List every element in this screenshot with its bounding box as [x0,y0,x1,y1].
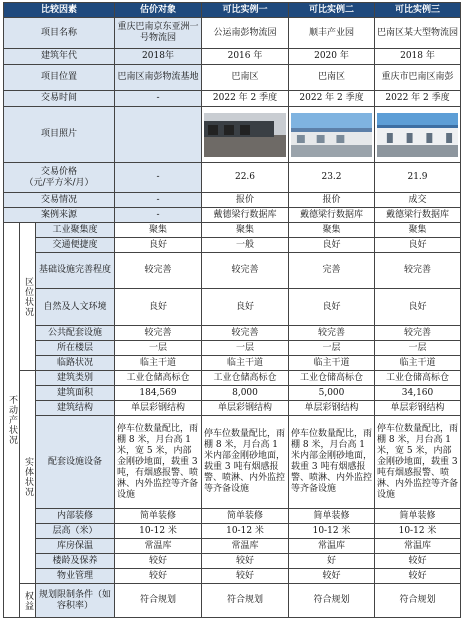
cell: 10-12 米 [202,524,289,539]
cell: 一层 [202,341,289,356]
cell: 一层 [289,341,375,356]
cell: 较完善 [115,253,202,289]
cell: 一般 [202,238,289,253]
cell: 符合规划 [375,584,461,618]
cell: 23.2 [289,163,375,193]
cell: 符合规划 [202,584,289,618]
cell: 停车位数量配比，雨棚 8 米，月台高 1 米，宽 5 米，内部金刚砂地面，载重 3 吨，有烟感报警、喷淋、内外监控等齐备设施 [115,416,202,509]
side-label-property: 不动产状况 [4,223,20,618]
row-label: 项目名称 [4,18,115,49]
cell: 较好 [202,569,289,584]
row-label: 库房保温 [36,539,115,554]
table-row [4,386,461,401]
cell: 单层彩钢结构 [115,401,202,416]
cell: 较完善 [202,326,289,341]
cell: 重庆巴南京东亚洲一号物流园 [115,18,202,49]
table-row [4,208,461,223]
cell: 22.6 [202,163,289,193]
header-row [4,3,461,18]
table-row [4,238,461,253]
row-label: 所在楼层 [36,341,115,356]
row-label: 基础设施完善程度 [36,253,115,289]
cell: 常温库 [115,539,202,554]
rights-row [4,584,461,618]
cell: 常温库 [202,539,289,554]
header-comp2: 可比实例二 [289,3,375,18]
cell: 停车位数量配比，雨棚 8 米，月台高 1 米内部金刚砂地面，载重 3 吨有烟感报警、喷淋、内外监控等齐备设施 [289,416,375,509]
row-label: 项目照片 [4,107,115,163]
warehouse-photo-1 [204,113,286,157]
cell-photo [202,107,289,163]
cell: 较好 [115,569,202,584]
row-label: 建筑年代 [4,49,115,65]
row-label: 工业聚集度 [36,223,115,238]
cell: 良好 [289,289,375,326]
cell: 工业仓储高标仓 [202,371,289,386]
cell: 较完善 [115,326,202,341]
cell: 戴德梁行数据库 [289,208,375,223]
header-factor: 比较因素 [4,3,115,18]
table-row [4,371,461,386]
cell: 2016 年 [202,49,289,65]
cell: 2022 年 2 季度 [202,91,289,107]
cell: 临主干道 [202,356,289,371]
cell: - [115,193,202,208]
header-subject: 估价对象 [115,3,202,18]
table-row [4,539,461,554]
cell: 良好 [289,238,375,253]
cell: 工业仓储高标仓 [289,371,375,386]
row-label: 项目位置 [4,65,115,91]
row-label: 内部装修 [36,509,115,524]
cell: 临主干道 [375,356,461,371]
table-row [4,401,461,416]
header-comp1: 可比实例一 [202,3,289,18]
row-label: 建筑面积 [36,386,115,401]
cell: 单层彩钢结构 [289,401,375,416]
cell-photo-empty [115,107,202,163]
row-label: 交通便捷度 [36,238,115,253]
row-label: 公共配套设施 [36,326,115,341]
table-row [4,524,461,539]
cell: 2020 年 [289,49,375,65]
cell: 巴南区某大型物流园 [375,18,461,49]
cell: 常温库 [375,539,461,554]
cell: 工业仓储高标仓 [375,371,461,386]
row-label: 交易时间 [4,91,115,107]
price-label: 交易价格 （元/平方米/月） [24,166,94,188]
cell: 2018年 [115,49,202,65]
cell: 较完善 [375,253,461,289]
comparison-table [3,2,461,618]
row-label [4,163,115,193]
table-row [4,223,461,238]
row-label: 物业管理 [36,569,115,584]
cell: 良好 [375,238,461,253]
cell: 单层彩钢结构 [375,401,461,416]
row-label: 案例来源 [4,208,115,223]
cell: - [115,91,202,107]
cell: - [115,208,202,223]
table-row [4,569,461,584]
cell: 常温库 [289,539,375,554]
cell-photo [289,107,375,163]
cell: 工业仓储高标仓 [115,371,202,386]
cell: 成交 [375,193,461,208]
table-row [4,341,461,356]
header-comp3: 可比实例三 [375,3,461,18]
cell: 完善 [289,253,375,289]
cell: 2022 年 2 季度 [375,91,461,107]
cell: 较好 [115,554,202,569]
cell: 巴南区 [202,65,289,91]
cell: 较好 [202,554,289,569]
table-row [4,253,461,289]
cell: 简单装修 [375,509,461,524]
row-label: 建筑类别 [36,371,115,386]
cell: 巴南区 [289,65,375,91]
row-label: 规划限制条件（如容积率） [36,584,115,618]
cell: 较完善 [375,326,461,341]
table-row [4,356,461,371]
table-row [4,509,461,524]
table-row [4,289,461,326]
cell: 报价 [289,193,375,208]
cell: 较好 [375,554,461,569]
row-label: 配套设施设备 [36,416,115,509]
cell: 报价 [202,193,289,208]
table-row [4,91,461,107]
row-label: 建筑结构 [36,401,115,416]
cell: 良好 [115,289,202,326]
row-label: 楼龄及保养 [36,554,115,569]
cell: 顺丰产业园 [289,18,375,49]
cell: 一层 [115,341,202,356]
cell: 简单装修 [289,509,375,524]
cell: 良好 [375,289,461,326]
facility-row [4,416,461,509]
table-row [4,193,461,208]
cell: 2018 年 [375,49,461,65]
cell: 戴德梁行数据库 [375,208,461,223]
cell: 34,160 [375,386,461,401]
cell: 聚集 [375,223,461,238]
side-label-physical: 实体状况 [20,371,36,584]
cell: 较完善 [289,326,375,341]
cell: 184,569 [115,386,202,401]
cell: 戴德梁行数据库 [202,208,289,223]
table-row [4,554,461,569]
cell: 公运南彭物流园 [202,18,289,49]
cell: - [115,163,202,193]
row-label: 临路状况 [36,356,115,371]
cell: 良好 [115,238,202,253]
cell-photo [375,107,461,163]
cell: 较好 [375,569,461,584]
cell: 临主干道 [289,356,375,371]
warehouse-photo-2 [291,113,372,157]
table-row [4,326,461,341]
cell: 良好 [202,289,289,326]
row-label: 层高（米） [36,524,115,539]
cell: 单层彩钢结构 [202,401,289,416]
row-label: 交易情况 [4,193,115,208]
cell: 停车位数量配比，雨棚 8 米，月台高 1 米内部金刚砂地面，载重 3 吨有烟感报警、喷淋、内外监控等齐备设施 [202,416,289,509]
cell: 8,000 [202,386,289,401]
warehouse-photo-3 [377,113,458,157]
cell: 2022 年 2 季度 [289,91,375,107]
price-row [4,163,461,193]
cell: 临主干道 [115,356,202,371]
table-row [4,65,461,91]
cell: 5,000 [289,386,375,401]
cell: 简单装修 [202,509,289,524]
side-label-rights: 权益 [20,584,36,618]
photo-row [4,107,461,163]
cell: 10-12 米 [375,524,461,539]
cell: 停车位数量配比，雨棚 8 米，月台高 1 米，宽 5 米，内部金刚砂地面，载重 3 吨有烟感报警、喷淋、内外监控等齐备设施 [375,416,461,509]
cell: 简单装修 [115,509,202,524]
cell: 聚集 [289,223,375,238]
table-row [4,49,461,65]
cell: 较完善 [202,253,289,289]
cell: 符合规划 [115,584,202,618]
side-label-location: 区位状况 [20,223,36,371]
cell: 10-12 米 [289,524,375,539]
row-label: 自然及人文环境 [36,289,115,326]
cell: 较好 [289,569,375,584]
cell: 聚集 [202,223,289,238]
cell: 一层 [375,341,461,356]
cell: 聚集 [115,223,202,238]
cell: 21.9 [375,163,461,193]
cell: 符合规划 [289,584,375,618]
table-row [4,18,461,49]
cell: 10-12 米 [115,524,202,539]
cell: 重庆市巴南区南彭 [375,65,461,91]
cell: 巴南区南彭物流基地 [115,65,202,91]
cell: 好 [289,554,375,569]
